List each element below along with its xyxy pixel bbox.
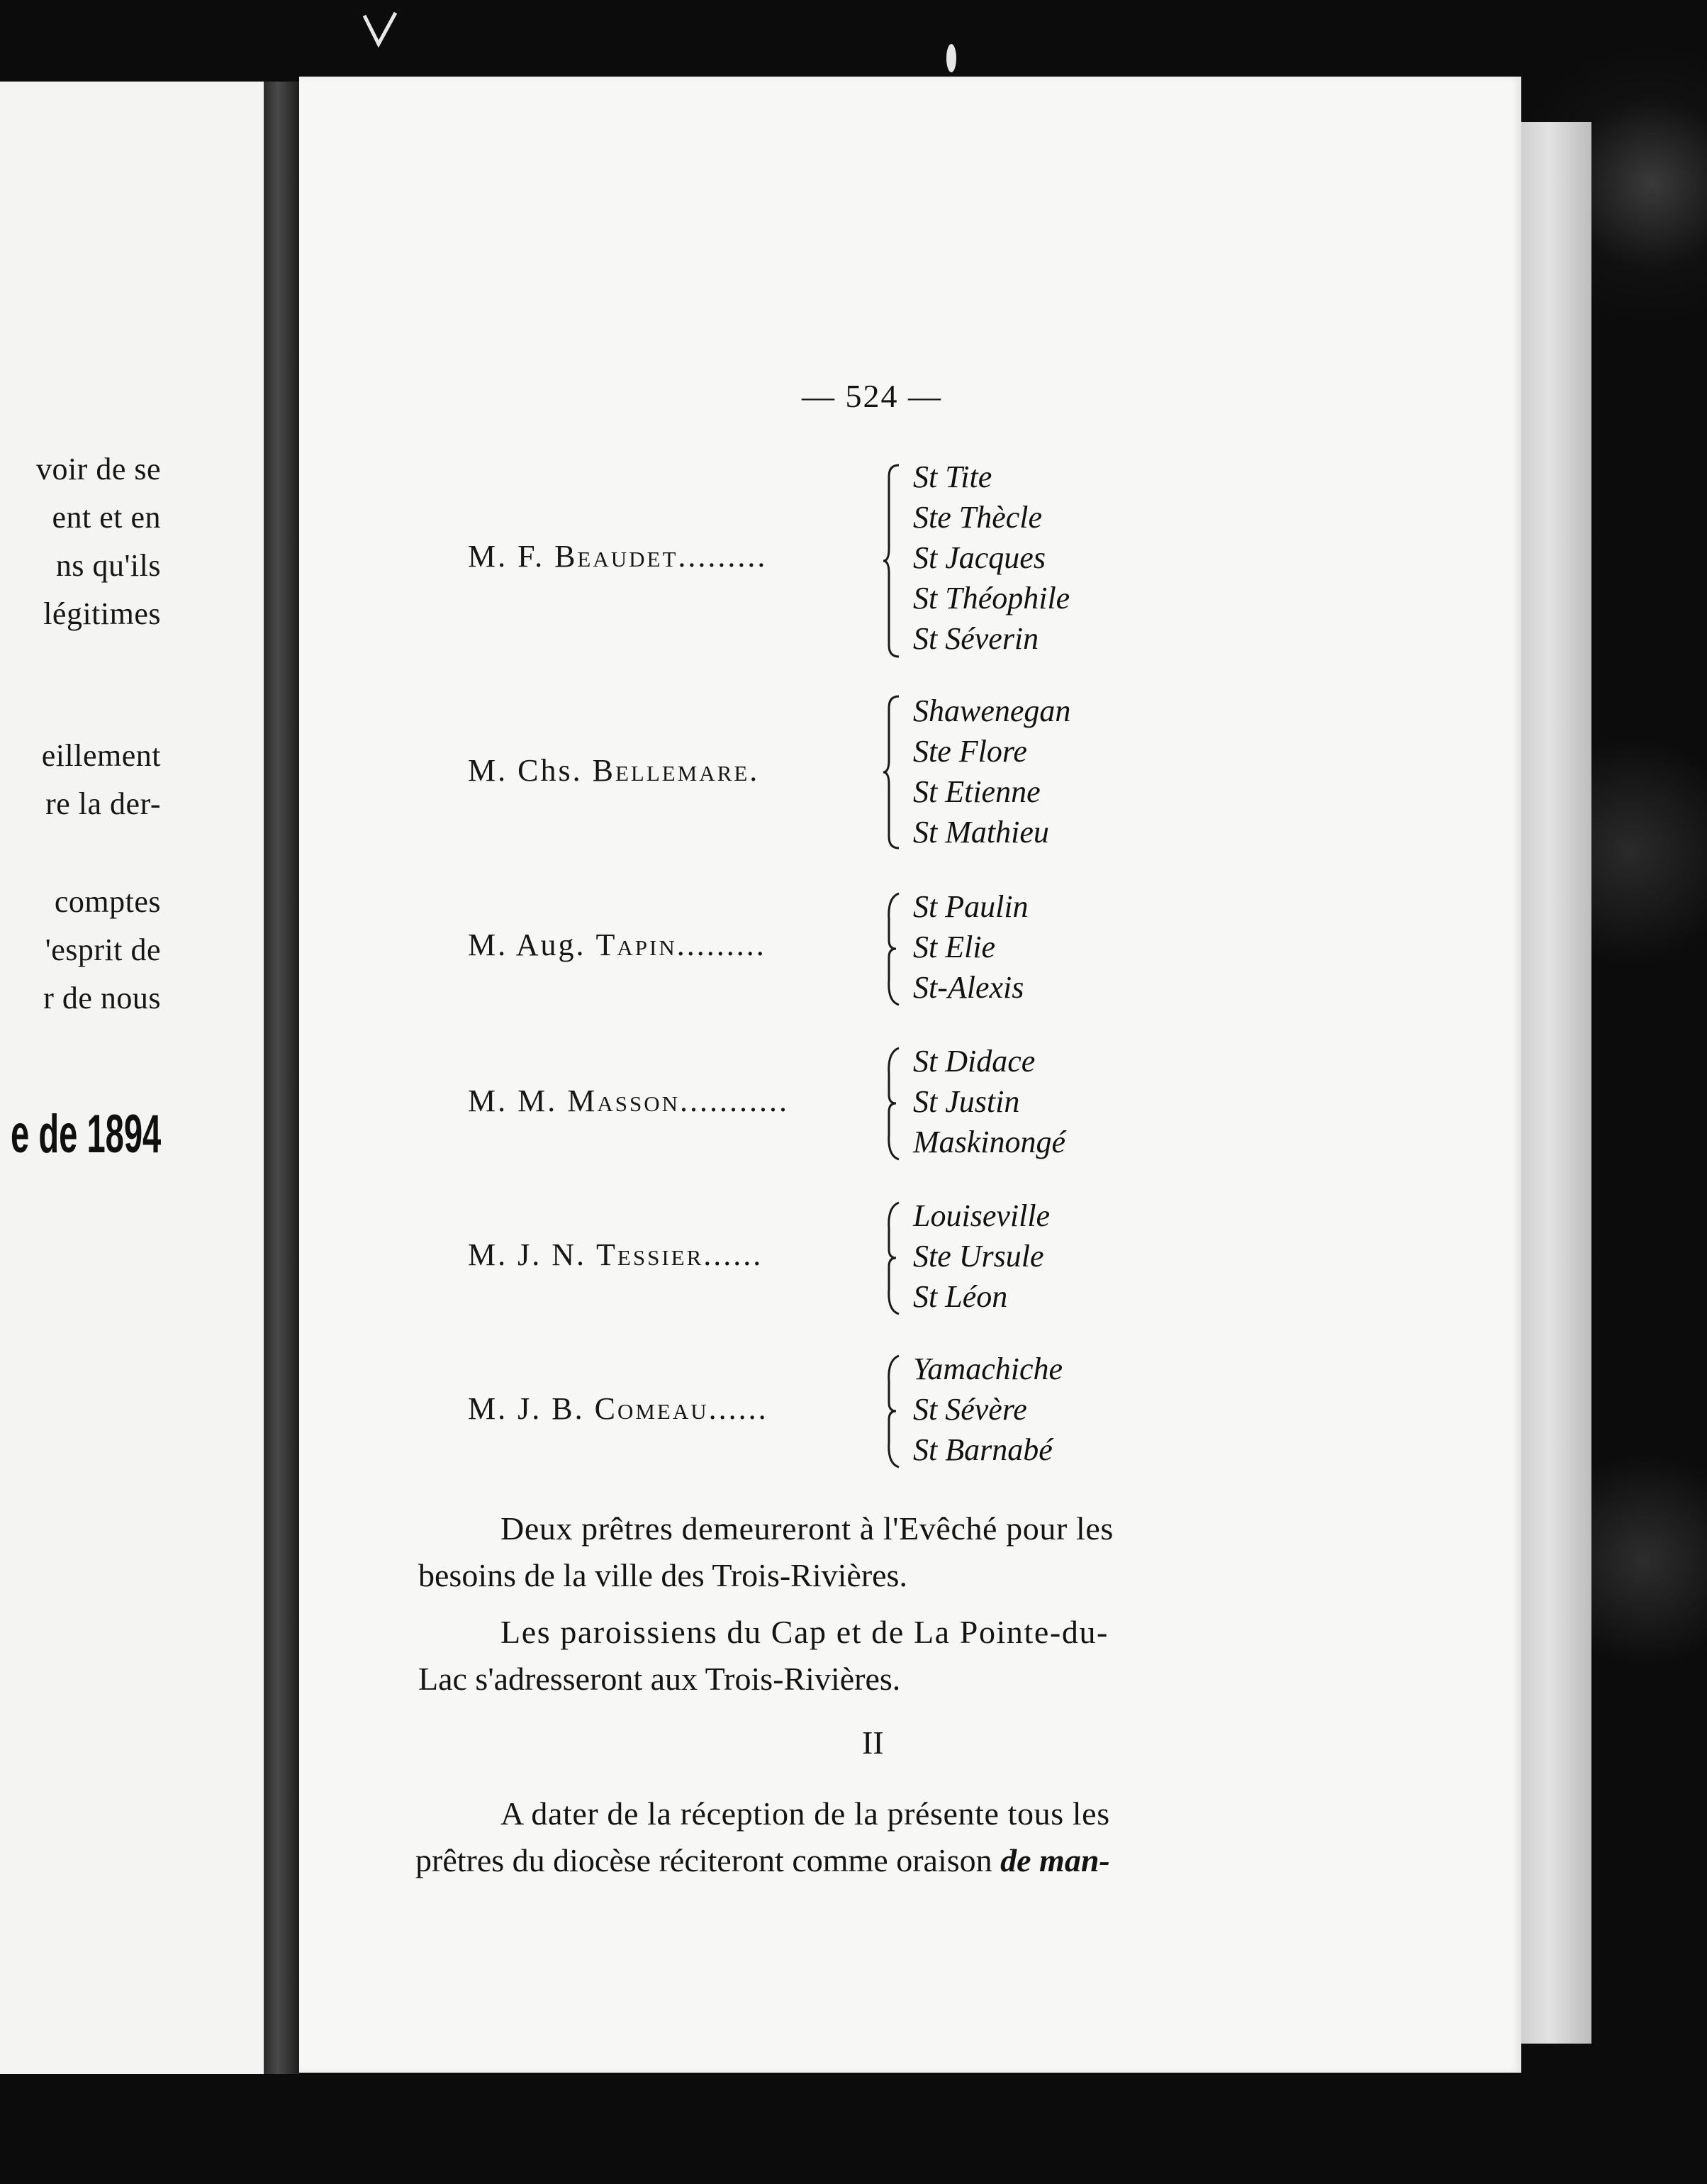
left-page-heading: e de 1894 [10,1104,161,1164]
dot-leader: ......... [678,539,768,574]
paragraph-line: Les paroissiens du Cap et de La Pointe-du- [500,1614,1109,1650]
dot-leader: ...... [703,1237,763,1272]
priest-surname: Tessier [596,1237,704,1272]
curly-brace-icon [882,1045,903,1162]
paragraph-line [415,1841,1110,1881]
paragraph-line: Deux prêtres demeureront à l'Evêché pour les [500,1510,1114,1547]
parish-name: St Théophile [913,581,1070,615]
parish-name: Louiseville [913,1198,1051,1233]
dot-leader: ......... [676,927,766,962]
parish-name: St Tite [913,459,992,494]
left-page-line: voir de se [35,452,161,486]
parish-name: Yamachiche [913,1352,1063,1386]
paragraph-line: Lac s'adresseront aux Trois-Rivières. [418,1661,901,1697]
book-gutter [264,82,299,2074]
dot-leader: . [749,753,760,788]
parish-name: Ste Ursule [913,1239,1044,1274]
priest-initials: M. Chs. [468,753,593,788]
parish-name: Maskinongé [913,1125,1066,1159]
parish-name: St Didace [913,1044,1036,1079]
parish-name: St Paulin [913,889,1029,924]
priest-surname: Comeau [594,1391,709,1426]
parish-name: Ste Flore [913,734,1027,769]
dot-leader: ...... [708,1391,768,1426]
priest-name [468,753,759,789]
left-page-line: re la der- [45,786,161,821]
parish-name: St Séverin [913,621,1039,656]
left-page-line: 'esprit de [45,932,161,967]
section-number: II [862,1725,884,1761]
document-page [299,77,1521,2073]
paragraph-line: A dater de la réception de la présente tous les [500,1795,1110,1832]
parish-name: St Etienne [913,774,1041,809]
dot-leader: ........... [680,1083,790,1118]
curly-brace-icon [882,1200,903,1317]
film-speck [946,44,956,72]
priest-initials: M. J. B. [468,1391,595,1426]
curly-brace-icon [882,693,903,851]
priest-initials: M. J. N. [468,1237,597,1272]
curly-brace-icon [882,462,903,659]
parish-name: St-Alexis [913,970,1024,1005]
parish-name: Ste Thècle [913,500,1043,535]
priest-name [468,1391,768,1427]
priest-initials: M. M. [468,1083,568,1118]
paragraph-line: besoins de la ville des Trois-Rivières. [418,1557,907,1593]
parish-name: St Léon [913,1279,1008,1314]
priest-surname: Beaudet [554,539,678,574]
priest-surname: Bellemare [592,753,750,788]
priest-name [468,927,766,963]
left-page-line: légitimes [43,596,161,631]
left-page-line: ns qu'ils [55,548,161,583]
parish-name: St Barnabé [913,1432,1053,1467]
priest-surname: Tapin [595,927,677,962]
left-page-line: ent et en [52,500,161,535]
paragraph-italic-text: de man- [1000,1842,1110,1878]
priest-name [468,1083,789,1119]
priest-initials: M. Aug. [468,927,596,962]
page-stack-edge [1521,122,1591,2044]
left-page-line: comptes [54,884,161,919]
left-page-line: r de nous [43,981,161,1015]
priest-surname: Masson [567,1083,681,1118]
priest-initials: M. F. [468,539,555,574]
parish-name: St Elie [913,930,996,964]
priest-name [468,539,767,574]
parish-name: Shawenegan [913,693,1071,728]
parish-name: St Jacques [913,540,1046,575]
left-page-line: eillement [41,738,161,773]
curly-brace-icon [882,891,903,1008]
priest-name [468,1237,763,1273]
parish-name: St Sévère [913,1392,1027,1427]
page-number: — 524 — [802,378,942,414]
curly-brace-icon [882,1353,903,1470]
previous-page [0,82,264,2074]
paragraph-text: prêtres du diocèse réciteront comme oraison [415,1842,1001,1878]
parish-name: St Mathieu [913,815,1049,849]
parish-name: St Justin [913,1084,1020,1119]
check-mark-icon [360,10,403,52]
